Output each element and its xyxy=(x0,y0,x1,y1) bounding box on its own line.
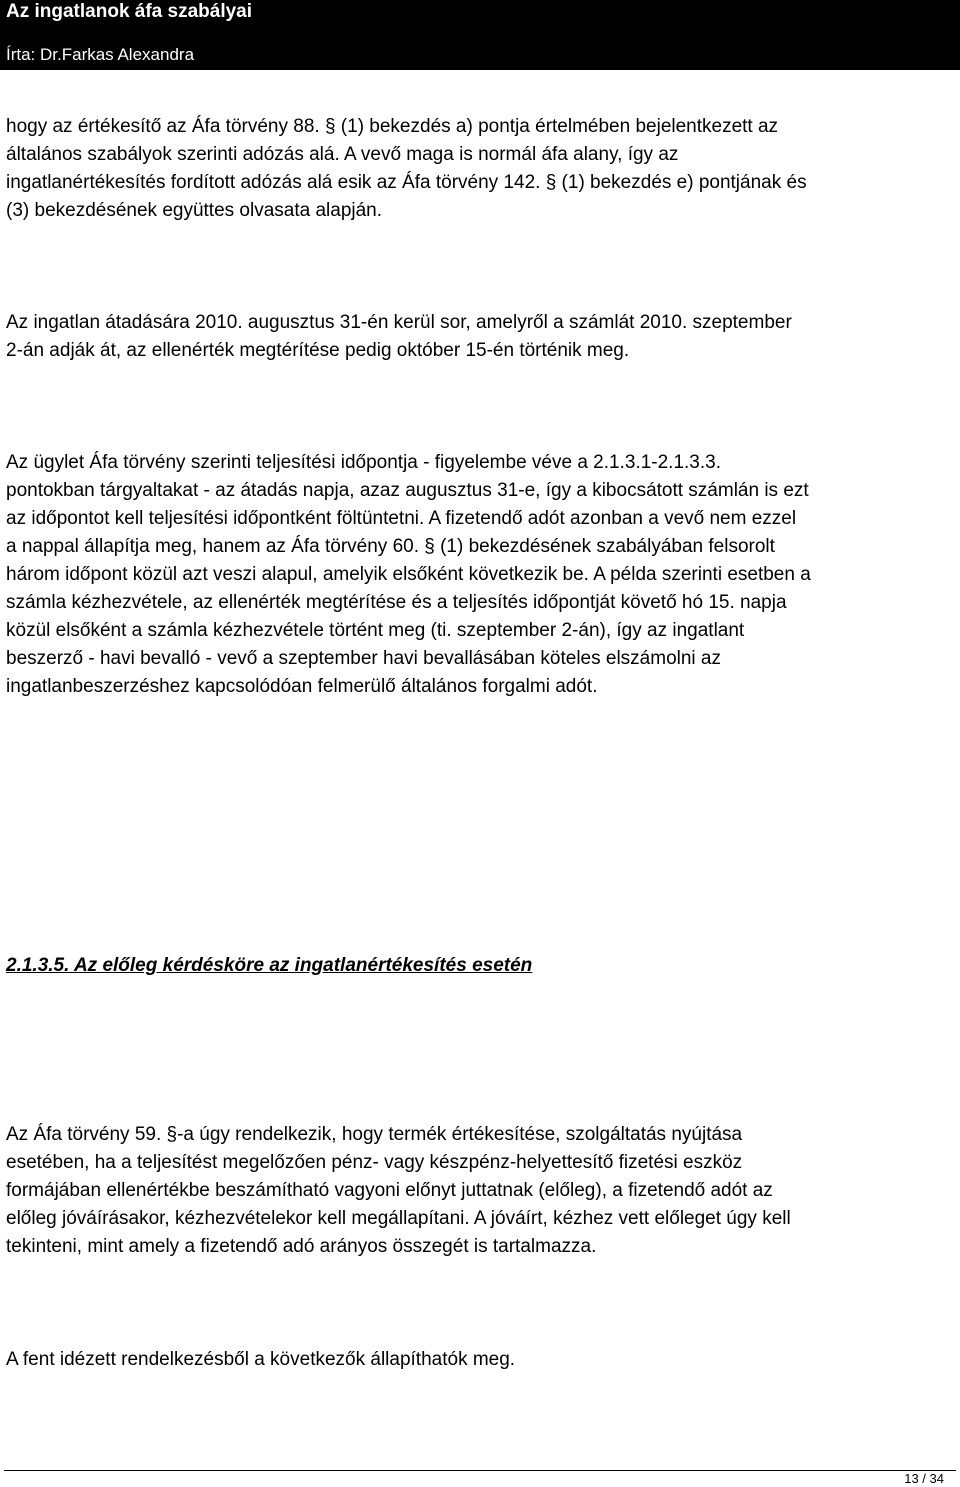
section-heading: 2.1.3.5. Az előleg kérdésköre az ingatlanértékesítés esetén xyxy=(6,955,533,976)
text-line: esetében, ha a teljesítést megelőzően pénz- vagy készpénz-helyettesítő fizetési eszköz xyxy=(6,1152,743,1173)
text-line: a nappal állapítja meg, hanem az Áfa törvény 60. § (1) bekezdésének szabályában felsorolt xyxy=(6,536,775,557)
text-line: közül elsőként a számla kézhezvétele történt meg (ti. szeptember 2-án), így az ingatlant xyxy=(6,620,745,641)
text-line: hogy az értékesítő az Áfa törvény 88. § (1) bekezdés a) pontja értelmében bejelentkezett az xyxy=(6,116,779,137)
paragraph-vat-registration xyxy=(6,113,954,225)
document-header xyxy=(0,0,960,70)
text-line: számla kézhezvétele, az ellenérték megtérítése és a teljesítés időpontját követő hó 15. napja xyxy=(6,592,787,613)
text-line: formájában ellenértékbe beszámítható vagyoni előnyt juttatnak (előleg), a fizetendő adót az xyxy=(6,1180,773,1201)
document-title: Az ingatlanok áfa szabályai xyxy=(6,1,253,22)
document-author: Írta: Dr.Farkas Alexandra xyxy=(6,45,195,64)
text-line: tekinteni, mint amely a fizetendő adó arányos összegét is tartalmazza. xyxy=(6,1236,597,1257)
footer-divider xyxy=(4,1470,956,1471)
text-line: ingatlanbeszerzéshez kapcsolódóan felmerülő általános forgalmi adót. xyxy=(6,676,598,697)
text-line: Az ingatlan átadására 2010. augusztus 31-én kerül sor, amelyről a számlát 2010. szeptember xyxy=(6,312,792,333)
paragraph-performance-date xyxy=(6,449,954,701)
text-line: három időpont közül azt veszi alapul, amelyik elsőként következik be. A példa szerinti esetben a xyxy=(6,564,811,585)
text-line: pontokban tárgyaltakat - az átadás napja, azaz augusztus 31-e, így a kibocsátott számlán is ezt xyxy=(6,480,809,501)
text-line: általános szabályok szerinti adózás alá. A vevő maga is normál áfa alany, így az xyxy=(6,144,679,165)
paragraph-conclusions-intro xyxy=(6,1346,954,1374)
text-line: (3) bekezdésének együttes olvasata alapján. xyxy=(6,200,383,221)
paragraph-advance-payment-rule xyxy=(6,1121,954,1261)
text-line: Az ügylet Áfa törvény szerinti teljesítési időpontja - figyelembe véve a 2.1.3.1-2.1.3.3. xyxy=(6,452,721,473)
paragraph-handover-dates xyxy=(6,309,954,365)
text-line: ingatlanértékesítés fordított adózás alá esik az Áfa törvény 142. § (1) bekezdés e) pontjának és xyxy=(6,172,807,193)
text-line: A fent idézett rendelkezésből a következők állapíthatók meg. xyxy=(6,1349,516,1370)
header-divider xyxy=(0,68,958,70)
text-line: előleg jóváírásakor, kézhezvételekor kell megállapítani. A jóváírt, kézhez vett előleget úgy kell xyxy=(6,1208,791,1229)
text-line: 2-án adják át, az ellenérték megtérítése pedig október 15-én történik meg. xyxy=(6,340,630,361)
page-number: 13 / 34 xyxy=(904,1471,944,1486)
text-line: az időpontot kell teljesítési időpontként föltüntetni. A fizetendő adót azonban a vevő nem ezzel xyxy=(6,508,797,529)
text-line: Az Áfa törvény 59. §-a úgy rendelkezik, hogy termék értékesítése, szolgáltatás nyújtása xyxy=(6,1124,743,1145)
text-line: beszerző - havi bevalló - vevő a szeptember havi bevallásában köteles elszámolni az xyxy=(6,648,721,669)
